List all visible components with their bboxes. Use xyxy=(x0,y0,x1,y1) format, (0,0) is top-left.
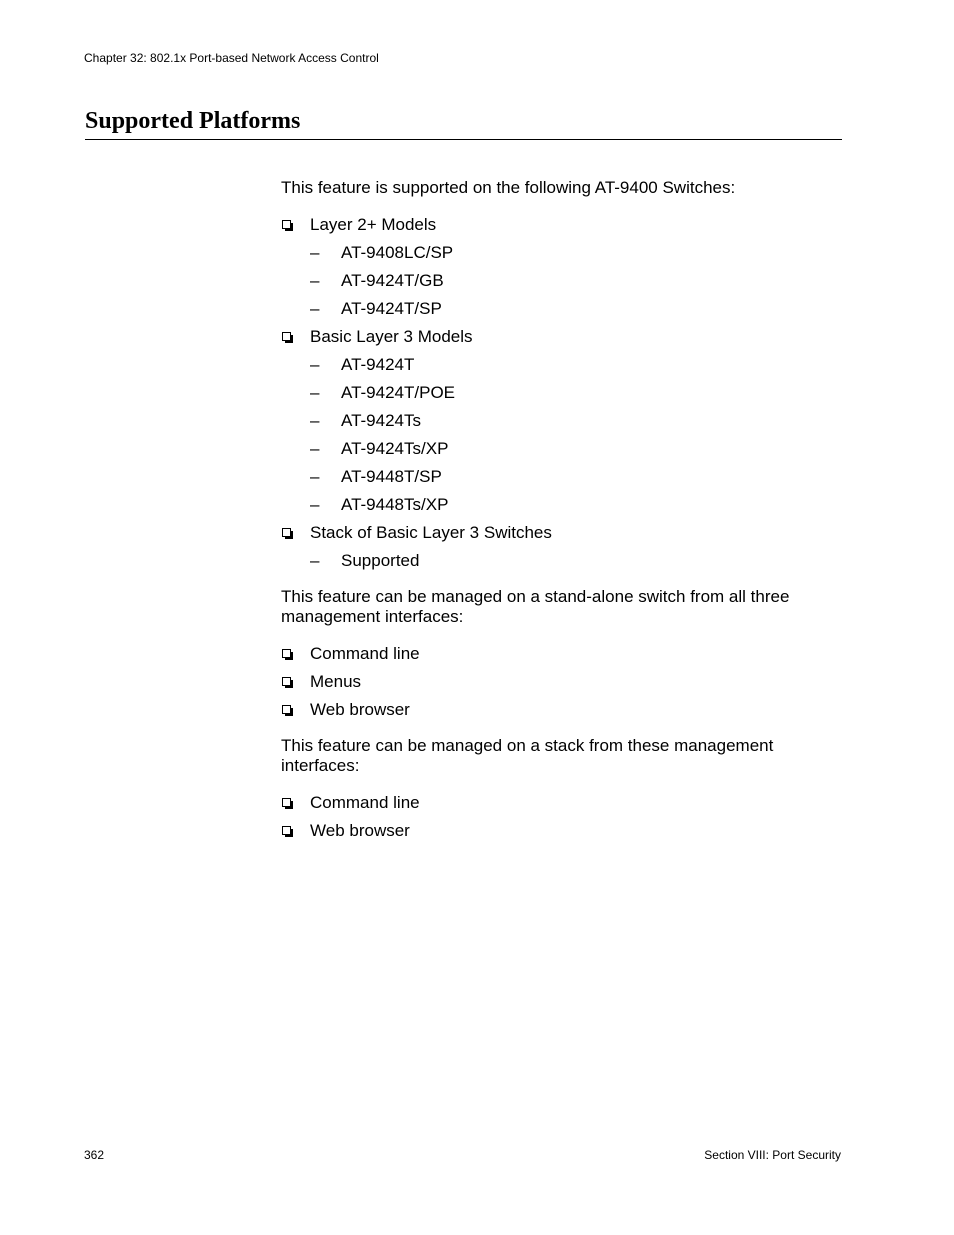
title-rule xyxy=(85,139,842,140)
list-item xyxy=(310,355,841,375)
standalone-paragraph: This feature can be managed on a stand-alone switch from all three management interfaces: xyxy=(281,587,790,626)
model-name: Supported xyxy=(341,551,420,570)
page-number: 362 xyxy=(84,1148,105,1162)
list-item xyxy=(310,299,841,319)
model-name: AT-9424T/POE xyxy=(341,383,456,402)
checkbox-bullet-icon xyxy=(282,332,291,341)
list-item xyxy=(310,495,841,515)
dash-bullet-icon: – xyxy=(310,467,320,486)
running-header: Chapter 32: 802.1x Port-based Network Access Control xyxy=(84,51,379,65)
checkbox-bullet-icon xyxy=(282,705,291,714)
list-item xyxy=(281,821,841,841)
list-item xyxy=(310,439,841,459)
dash-bullet-icon: – xyxy=(310,243,320,262)
body-content xyxy=(281,178,841,849)
list-item xyxy=(310,551,841,571)
model-name: AT-9424Ts/XP xyxy=(341,439,449,458)
section-footer: Section VIII: Port Security xyxy=(704,1148,841,1162)
model-name: AT-9448Ts/XP xyxy=(341,495,449,514)
model-name: AT-9448T/SP xyxy=(341,467,442,486)
list-item xyxy=(281,215,841,319)
model-name: AT-9408LC/SP xyxy=(341,243,454,262)
dash-bullet-icon: – xyxy=(310,439,320,458)
dash-bullet-icon: – xyxy=(310,271,320,290)
platform-list xyxy=(281,215,841,571)
dash-bullet-icon: – xyxy=(310,355,320,374)
stack-interface-list xyxy=(281,793,841,841)
model-name: AT-9424Ts xyxy=(341,411,422,430)
list-item xyxy=(310,243,841,263)
list-item xyxy=(281,523,841,571)
interface-name: Menus xyxy=(310,672,362,691)
dash-bullet-icon: – xyxy=(310,411,320,430)
dash-bullet-icon: – xyxy=(310,299,320,318)
model-list xyxy=(310,355,841,515)
interface-name: Command line xyxy=(310,644,420,663)
platform-group-label: Basic Layer 3 Models xyxy=(310,327,473,346)
checkbox-bullet-icon xyxy=(282,826,291,835)
model-name: AT-9424T/GB xyxy=(341,271,444,290)
platform-group-label: Layer 2+ Models xyxy=(310,215,437,234)
dash-bullet-icon: – xyxy=(310,383,320,402)
model-name: AT-9424T xyxy=(341,355,415,374)
checkbox-bullet-icon xyxy=(282,649,291,658)
checkbox-bullet-icon xyxy=(282,677,291,686)
list-item xyxy=(281,327,841,515)
stack-paragraph: This feature can be managed on a stack from these management interfaces: xyxy=(281,736,774,775)
list-item xyxy=(281,644,841,664)
list-item xyxy=(310,383,841,403)
dash-bullet-icon: – xyxy=(310,495,320,514)
page-title: Supported Platforms xyxy=(85,108,301,134)
checkbox-bullet-icon xyxy=(282,528,291,537)
list-item xyxy=(310,411,841,431)
checkbox-bullet-icon xyxy=(282,220,291,229)
model-name: AT-9424T/SP xyxy=(341,299,442,318)
interface-name: Web browser xyxy=(310,700,410,719)
standalone-interface-list xyxy=(281,644,841,720)
model-list xyxy=(310,551,841,571)
interface-name: Web browser xyxy=(310,821,410,840)
interface-name: Command line xyxy=(310,793,420,812)
list-item xyxy=(310,467,841,487)
dash-bullet-icon: – xyxy=(310,551,320,570)
intro-paragraph: This feature is supported on the following AT-9400 Switches: xyxy=(281,178,736,197)
checkbox-bullet-icon xyxy=(282,798,291,807)
list-item xyxy=(281,700,841,720)
list-item xyxy=(310,271,841,291)
list-item xyxy=(281,793,841,813)
model-list xyxy=(310,243,841,319)
list-item xyxy=(281,672,841,692)
platform-group-label: Stack of Basic Layer 3 Switches xyxy=(310,523,552,542)
